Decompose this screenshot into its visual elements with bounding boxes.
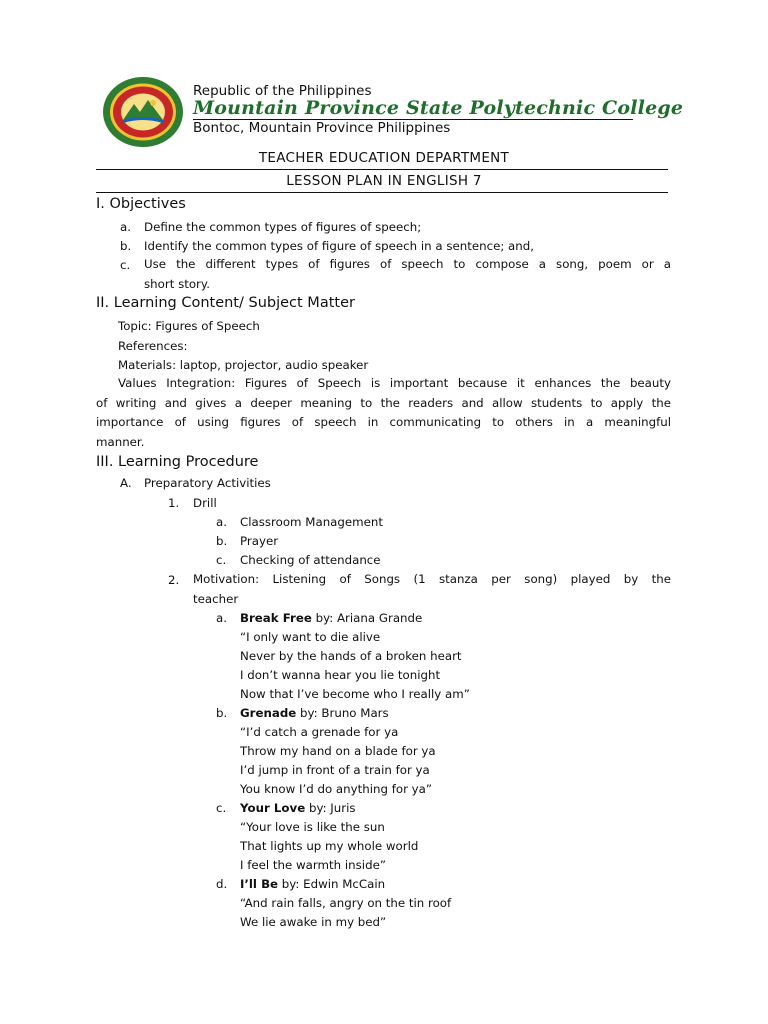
drill-item: Classroom Management: [240, 515, 384, 529]
song-title: Your Love: [240, 801, 306, 815]
college-name: Mountain Province State Polytechnic College: [193, 97, 684, 119]
song-title: Break Free: [240, 611, 312, 625]
values-line: importance of using figures of speech in communicating to others in a meaningful: [96, 415, 671, 429]
lyric-line: You know I’d do anything for ya”: [240, 782, 433, 796]
objectives-heading: I. Objectives: [96, 196, 186, 212]
lyric-line: Never by the hands of a broken heart: [240, 649, 462, 663]
objective-item: Use the different types of figures of speech to compose a song, poem or a: [144, 257, 671, 271]
divider: [96, 192, 668, 193]
song-heading: [240, 611, 422, 625]
lyric-line: That lights up my whole world: [240, 839, 419, 853]
song-artist: by: Juris: [305, 801, 356, 815]
materials-line: Materials: laptop, projector, audio speaker: [118, 358, 369, 372]
list-marker: c.: [216, 553, 227, 567]
lyric-line: Now that I’ve become who I really am”: [240, 687, 470, 701]
objective-marker: a.: [120, 220, 131, 234]
objective-item: Identify the common types of figure of speech in a sentence; and,: [144, 239, 535, 253]
song-artist: by: Bruno Mars: [296, 706, 389, 720]
song-title: I’ll Be: [240, 877, 279, 891]
lyric-line: “Your love is like the sun: [240, 820, 385, 834]
list-marker: 1.: [168, 496, 180, 510]
values-line: of writing and gives a deeper meaning to the readers and allow students to apply the: [96, 396, 671, 410]
list-marker: d.: [216, 877, 228, 891]
song-heading: [240, 801, 356, 815]
objective-item-continued: short story.: [144, 277, 210, 291]
drill-item: Prayer: [240, 534, 279, 548]
list-marker: b.: [216, 534, 228, 548]
song-heading: [240, 706, 389, 720]
content-heading: II. Learning Content/ Subject Matter: [96, 295, 355, 311]
song-artist: by: Ariana Grande: [311, 611, 423, 625]
topic-line: Topic: Figures of Speech: [118, 319, 260, 333]
college-address: Bontoc, Mountain Province Philippines: [193, 120, 451, 136]
song-title: Grenade: [240, 706, 297, 720]
procedure-heading: III. Learning Procedure: [96, 454, 259, 470]
values-line: manner.: [96, 435, 145, 449]
preparatory-activities: Preparatory Activities: [144, 476, 271, 490]
list-marker: b.: [216, 706, 228, 720]
list-marker: A.: [120, 476, 132, 490]
department-title: TEACHER EDUCATION DEPARTMENT: [258, 150, 510, 166]
motivation-line: teacher: [193, 592, 239, 606]
lyric-line: “I’d catch a grenade for ya: [240, 725, 399, 739]
song-artist: by: Edwin McCain: [278, 877, 386, 891]
objective-marker: c.: [120, 258, 131, 272]
references-line: References:: [118, 339, 188, 353]
lyric-line: “I only want to die alive: [240, 630, 381, 644]
lyric-line: “And rain falls, angry on the tin roof: [240, 896, 452, 910]
list-marker: a.: [216, 611, 227, 625]
list-marker: a.: [216, 515, 227, 529]
lyric-line: I don’t wanna hear you lie tonight: [240, 668, 441, 682]
lyric-line: I’d jump in front of a train for ya: [240, 763, 430, 777]
divider: [96, 169, 668, 170]
list-marker: c.: [216, 801, 227, 815]
lyric-line: I feel the warmth inside”: [240, 858, 386, 872]
drill-item: Checking of attendance: [240, 553, 381, 567]
objective-item: Define the common types of figures of speech;: [144, 220, 422, 234]
list-marker: 2.: [168, 573, 180, 587]
college-seal-icon: [102, 76, 184, 148]
motivation-line: Motivation: Listening of Songs (1 stanza per song) played by the: [193, 572, 671, 586]
drill-label: Drill: [193, 496, 217, 510]
song-heading: [240, 877, 385, 891]
lyric-line: Throw my hand on a blade for ya: [240, 744, 436, 758]
values-line: Values Integration: Figures of Speech is important because it enhances the beauty: [118, 376, 671, 390]
lyric-line: We lie awake in my bed”: [240, 915, 387, 929]
republic-text: Republic of the Philippines: [193, 83, 372, 99]
lesson-plan-title: LESSON PLAN IN ENGLISH 7: [286, 173, 482, 189]
objective-marker: b.: [120, 239, 132, 253]
